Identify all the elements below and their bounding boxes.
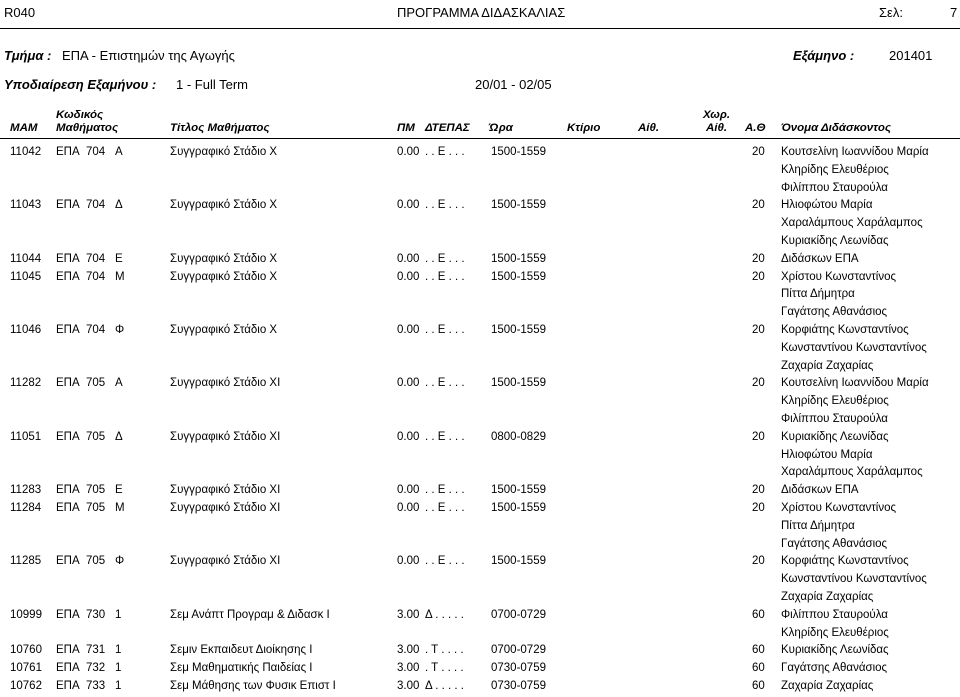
cell-mam: 10999: [10, 608, 42, 621]
cell-instructor: Φιλίππου Σταυρούλα: [781, 181, 888, 194]
cell-days: . . Ε . . .: [425, 270, 465, 283]
cell-instructor: Ηλιοφώτου Μαρία: [781, 199, 873, 212]
cell-ath: 20: [752, 502, 765, 514]
cell-course-number: 705: [86, 502, 106, 514]
cell-course-number: 733: [86, 680, 106, 692]
cell-section: 1: [115, 662, 122, 675]
col-ath: Α.Θ: [745, 122, 766, 134]
cell-pm: 0.00: [397, 324, 420, 336]
cell-title: Συγγραφικό Στάδιο Χ: [170, 252, 278, 265]
cell-dept: ΕΠΑ: [56, 608, 80, 621]
cell-section: Φ: [115, 555, 125, 568]
page-label: Σελ:: [879, 5, 903, 20]
cell-days: . . Ε . . .: [425, 252, 465, 265]
cell-title: Σεμ Μαθηματικής Παιδείας Ι: [170, 662, 313, 675]
cell-pm: 0.00: [397, 502, 420, 514]
col-days: ΔΤΕΠΑΣ: [425, 122, 470, 134]
cell-time: 0800-0829: [491, 430, 546, 443]
cell-instructor: Ζαχαρία Ζαχαρίας: [781, 680, 874, 692]
cell-time: 1500-1559: [491, 199, 546, 212]
cell-title: Συγγραφικό Στάδιο ΧΙ: [170, 484, 281, 497]
cell-mam: 11042: [10, 146, 42, 158]
cell-instructor: Χαραλάμπους Χαράλαμπος: [781, 466, 923, 479]
subdivision-label: Υποδιαίρεση Εξαμήνου :: [4, 77, 157, 92]
cell-days: . . Ε . . .: [425, 484, 465, 497]
cell-dept: ΕΠΑ: [56, 430, 80, 443]
cell-ath: 20: [752, 484, 765, 497]
cell-course-number: 731: [86, 644, 106, 657]
cell-ath: 60: [752, 680, 765, 692]
cell-days: . . Ε . . .: [425, 377, 465, 390]
cell-dept: ΕΠΑ: [56, 644, 80, 657]
cell-ath: 20: [752, 146, 765, 158]
cell-days: . . Ε . . .: [425, 146, 465, 158]
cell-time: 1500-1559: [491, 502, 546, 514]
cell-instructor: Κυριακίδης Λεωνίδας: [781, 235, 889, 247]
cell-pm: 0.00: [397, 252, 420, 265]
cell-title: Σεμιν Εκπαιδευτ Διοίκησης Ι: [170, 644, 313, 657]
cell-mam: 10760: [10, 644, 42, 657]
cell-course-number: 704: [86, 199, 106, 212]
cell-section: Ε: [115, 484, 123, 497]
cell-course-number: 732: [86, 662, 106, 675]
cell-time: 0730-0759: [491, 662, 546, 675]
department-value: ΕΠΑ - Επιστημών της Αγωγής: [62, 48, 235, 63]
cell-pm: 0.00: [397, 430, 420, 443]
cell-course-number: 705: [86, 377, 106, 390]
cell-pm: 0.00: [397, 199, 420, 212]
col-mam: ΜΑΜ: [10, 122, 38, 134]
cell-instructor: Κουτσελίνη Ιωαννίδου Μαρία: [781, 146, 929, 158]
cell-course-number: 705: [86, 430, 106, 443]
cell-course-number: 704: [86, 324, 106, 336]
col-capacity-line2: Αίθ.: [706, 122, 728, 134]
cell-instructor: Πίττα Δήμητρα: [781, 288, 855, 301]
cell-instructor: Ζαχαρία Ζαχαρίας: [781, 591, 874, 603]
cell-course-number: 704: [86, 252, 106, 265]
cell-time: 1500-1559: [491, 324, 546, 336]
cell-course-number: 705: [86, 484, 106, 497]
cell-instructor: Ζαχαρία Ζαχαρίας: [781, 359, 874, 372]
columns-divider: [0, 138, 960, 139]
cell-mam: 11044: [10, 252, 42, 265]
cell-instructor: Κληρίδης Ελευθέριος: [781, 163, 889, 176]
cell-pm: 3.00: [397, 644, 420, 657]
cell-days: Δ . . . . .: [425, 608, 464, 621]
cell-dept: ΕΠΑ: [56, 662, 80, 675]
cell-days: . . Ε . . .: [425, 199, 465, 212]
cell-mam: 10762: [10, 680, 42, 692]
date-range: 20/01 - 02/05: [475, 77, 552, 92]
cell-mam: 11051: [10, 430, 42, 443]
cell-time: 0730-0759: [491, 680, 546, 692]
cell-pm: 0.00: [397, 146, 420, 158]
cell-title: Σεμ Ανάπτ Προγραμ & Διδασκ Ι: [170, 608, 330, 621]
col-code-line2: Μαθήματος: [56, 122, 119, 134]
cell-time: 1500-1559: [491, 270, 546, 283]
cell-time: 0700-0729: [491, 644, 546, 657]
cell-instructor: Κωνσταντίνου Κωνσταντίνος: [781, 573, 927, 586]
cell-instructor: Κορφιάτης Κωνσταντίνος: [781, 555, 909, 568]
cell-instructor: Κωνσταντίνου Κωνσταντίνος: [781, 341, 927, 354]
cell-dept: ΕΠΑ: [56, 377, 80, 390]
cell-instructor: Κουτσελίνη Ιωαννίδου Μαρία: [781, 377, 929, 390]
cell-dept: ΕΠΑ: [56, 555, 80, 568]
cell-days: Δ . . . . .: [425, 680, 464, 692]
cell-instructor: Χρίστου Κωνσταντίνος: [781, 270, 897, 283]
cell-instructor: Κληρίδης Ελευθέριος: [781, 395, 889, 408]
cell-dept: ΕΠΑ: [56, 270, 80, 283]
cell-ath: 60: [752, 608, 765, 621]
cell-pm: 3.00: [397, 680, 420, 692]
cell-section: Α: [115, 377, 123, 390]
cell-title: Συγγραφικό Στάδιο Χ: [170, 324, 278, 336]
cell-instructor: Πίττα Δήμητρα: [781, 519, 855, 532]
cell-mam: 11043: [10, 199, 42, 212]
cell-days: . Τ . . . .: [425, 662, 464, 675]
cell-section: Ε: [115, 252, 123, 265]
cell-title: Συγγραφικό Στάδιο Χ: [170, 270, 278, 283]
col-time: Ώρα: [489, 122, 513, 134]
cell-time: 1500-1559: [491, 555, 546, 568]
cell-course-number: 705: [86, 555, 106, 568]
col-pm: ΠΜ: [397, 122, 415, 134]
cell-section: 1: [115, 644, 122, 657]
cell-section: Δ: [115, 199, 123, 212]
cell-ath: 20: [752, 199, 765, 212]
cell-section: Α: [115, 146, 123, 158]
cell-dept: ΕΠΑ: [56, 484, 80, 497]
cell-pm: 0.00: [397, 484, 420, 497]
col-building: Κτίριο: [567, 122, 601, 134]
cell-ath: 60: [752, 644, 765, 657]
cell-ath: 20: [752, 252, 765, 265]
cell-ath: 20: [752, 555, 765, 568]
cell-instructor: Κληρίδης Ελευθέριος: [781, 626, 889, 639]
cell-pm: 3.00: [397, 662, 420, 675]
cell-ath: 20: [752, 377, 765, 390]
cell-instructor: Κυριακίδης Λεωνίδας: [781, 644, 889, 657]
cell-time: 1500-1559: [491, 252, 546, 265]
cell-time: 1500-1559: [491, 377, 546, 390]
page-number: 7: [950, 5, 958, 20]
semester-label: Εξάμηνο :: [793, 48, 855, 63]
cell-instructor: Γαγάτσης Αθανάσιος: [781, 537, 888, 550]
cell-dept: ΕΠΑ: [56, 252, 80, 265]
cell-mam: 11046: [10, 324, 42, 336]
cell-dept: ΕΠΑ: [56, 199, 80, 212]
cell-time: 1500-1559: [491, 484, 546, 497]
header-divider: [0, 28, 960, 29]
cell-mam: 10761: [10, 662, 42, 675]
cell-days: . . Ε . . .: [425, 324, 465, 336]
subdivision-value: 1 - Full Term: [176, 77, 248, 92]
report-code: R040: [4, 5, 36, 20]
cell-instructor: Γαγάτσης Αθανάσιος: [781, 662, 888, 675]
cell-instructor: Ηλιοφώτου Μαρία: [781, 448, 873, 461]
cell-mam: 11045: [10, 270, 42, 283]
cell-dept: ΕΠΑ: [56, 324, 80, 336]
cell-title: Συγγραφικό Στάδιο Χ: [170, 199, 278, 212]
cell-section: Φ: [115, 324, 125, 336]
cell-section: Μ: [115, 502, 125, 514]
cell-days: . Τ . . . .: [425, 644, 464, 657]
cell-ath: 20: [752, 324, 765, 336]
cell-course-number: 730: [86, 608, 106, 621]
cell-pm: 0.00: [397, 270, 420, 283]
cell-time: 0700-0729: [491, 608, 546, 621]
cell-ath: 20: [752, 270, 765, 283]
cell-instructor: Κορφιάτης Κωνσταντίνος: [781, 324, 909, 336]
cell-days: . . Ε . . .: [425, 430, 465, 443]
cell-mam: 11284: [10, 502, 42, 514]
cell-instructor: Διδάσκων ΕΠΑ: [781, 252, 859, 265]
cell-title: Συγγραφικό Στάδιο ΧΙ: [170, 430, 281, 443]
cell-pm: 0.00: [397, 555, 420, 568]
cell-mam: 11282: [10, 377, 42, 390]
col-room: Αίθ.: [638, 122, 660, 134]
report-title: ΠΡΟΓΡΑΜΜΑ ΔΙΔΑΣΚΑΛΙΑΣ: [397, 5, 566, 20]
cell-pm: 3.00: [397, 608, 420, 621]
col-instructor: Όνομα Διδάσκοντος: [781, 122, 891, 134]
semester-value: 201401: [889, 48, 933, 63]
cell-instructor: Γαγάτσης Αθανάσιος: [781, 306, 888, 319]
col-title: Τίτλος Μαθήματος: [170, 122, 270, 134]
cell-instructor: Χρίστου Κωνσταντίνος: [781, 502, 897, 514]
cell-mam: 11285: [10, 555, 42, 568]
cell-dept: ΕΠΑ: [56, 502, 80, 514]
cell-mam: 11283: [10, 484, 42, 497]
cell-instructor: Φιλίππου Σταυρούλα: [781, 413, 888, 425]
cell-course-number: 704: [86, 146, 106, 158]
cell-course-number: 704: [86, 270, 106, 283]
cell-title: Σεμ Μάθησης των Φυσικ Επιστ Ι: [170, 680, 336, 692]
cell-dept: ΕΠΑ: [56, 680, 80, 692]
cell-section: 1: [115, 608, 122, 621]
col-code-line1: Κωδικός: [56, 109, 104, 121]
cell-instructor: Διδάσκων ΕΠΑ: [781, 484, 859, 497]
cell-ath: 60: [752, 662, 765, 675]
cell-instructor: Χαραλάμπους Χαράλαμπος: [781, 217, 923, 230]
cell-instructor: Κυριακίδης Λεωνίδας: [781, 430, 889, 443]
cell-title: Συγγραφικό Στάδιο ΧΙ: [170, 377, 281, 390]
cell-section: 1: [115, 680, 122, 692]
cell-dept: ΕΠΑ: [56, 146, 80, 158]
cell-time: 1500-1559: [491, 146, 546, 158]
cell-ath: 20: [752, 430, 765, 443]
cell-title: Συγγραφικό Στάδιο Χ: [170, 146, 278, 158]
cell-days: . . Ε . . .: [425, 502, 465, 514]
department-label: Τμήμα :: [4, 48, 52, 63]
cell-section: Μ: [115, 270, 125, 283]
cell-pm: 0.00: [397, 377, 420, 390]
cell-instructor: Φιλίππου Σταυρούλα: [781, 608, 888, 621]
cell-section: Δ: [115, 430, 123, 443]
col-capacity-line1: Χωρ.: [703, 109, 731, 121]
cell-days: . . Ε . . .: [425, 555, 465, 568]
cell-title: Συγγραφικό Στάδιο ΧΙ: [170, 555, 281, 568]
cell-title: Συγγραφικό Στάδιο ΧΙ: [170, 502, 281, 514]
